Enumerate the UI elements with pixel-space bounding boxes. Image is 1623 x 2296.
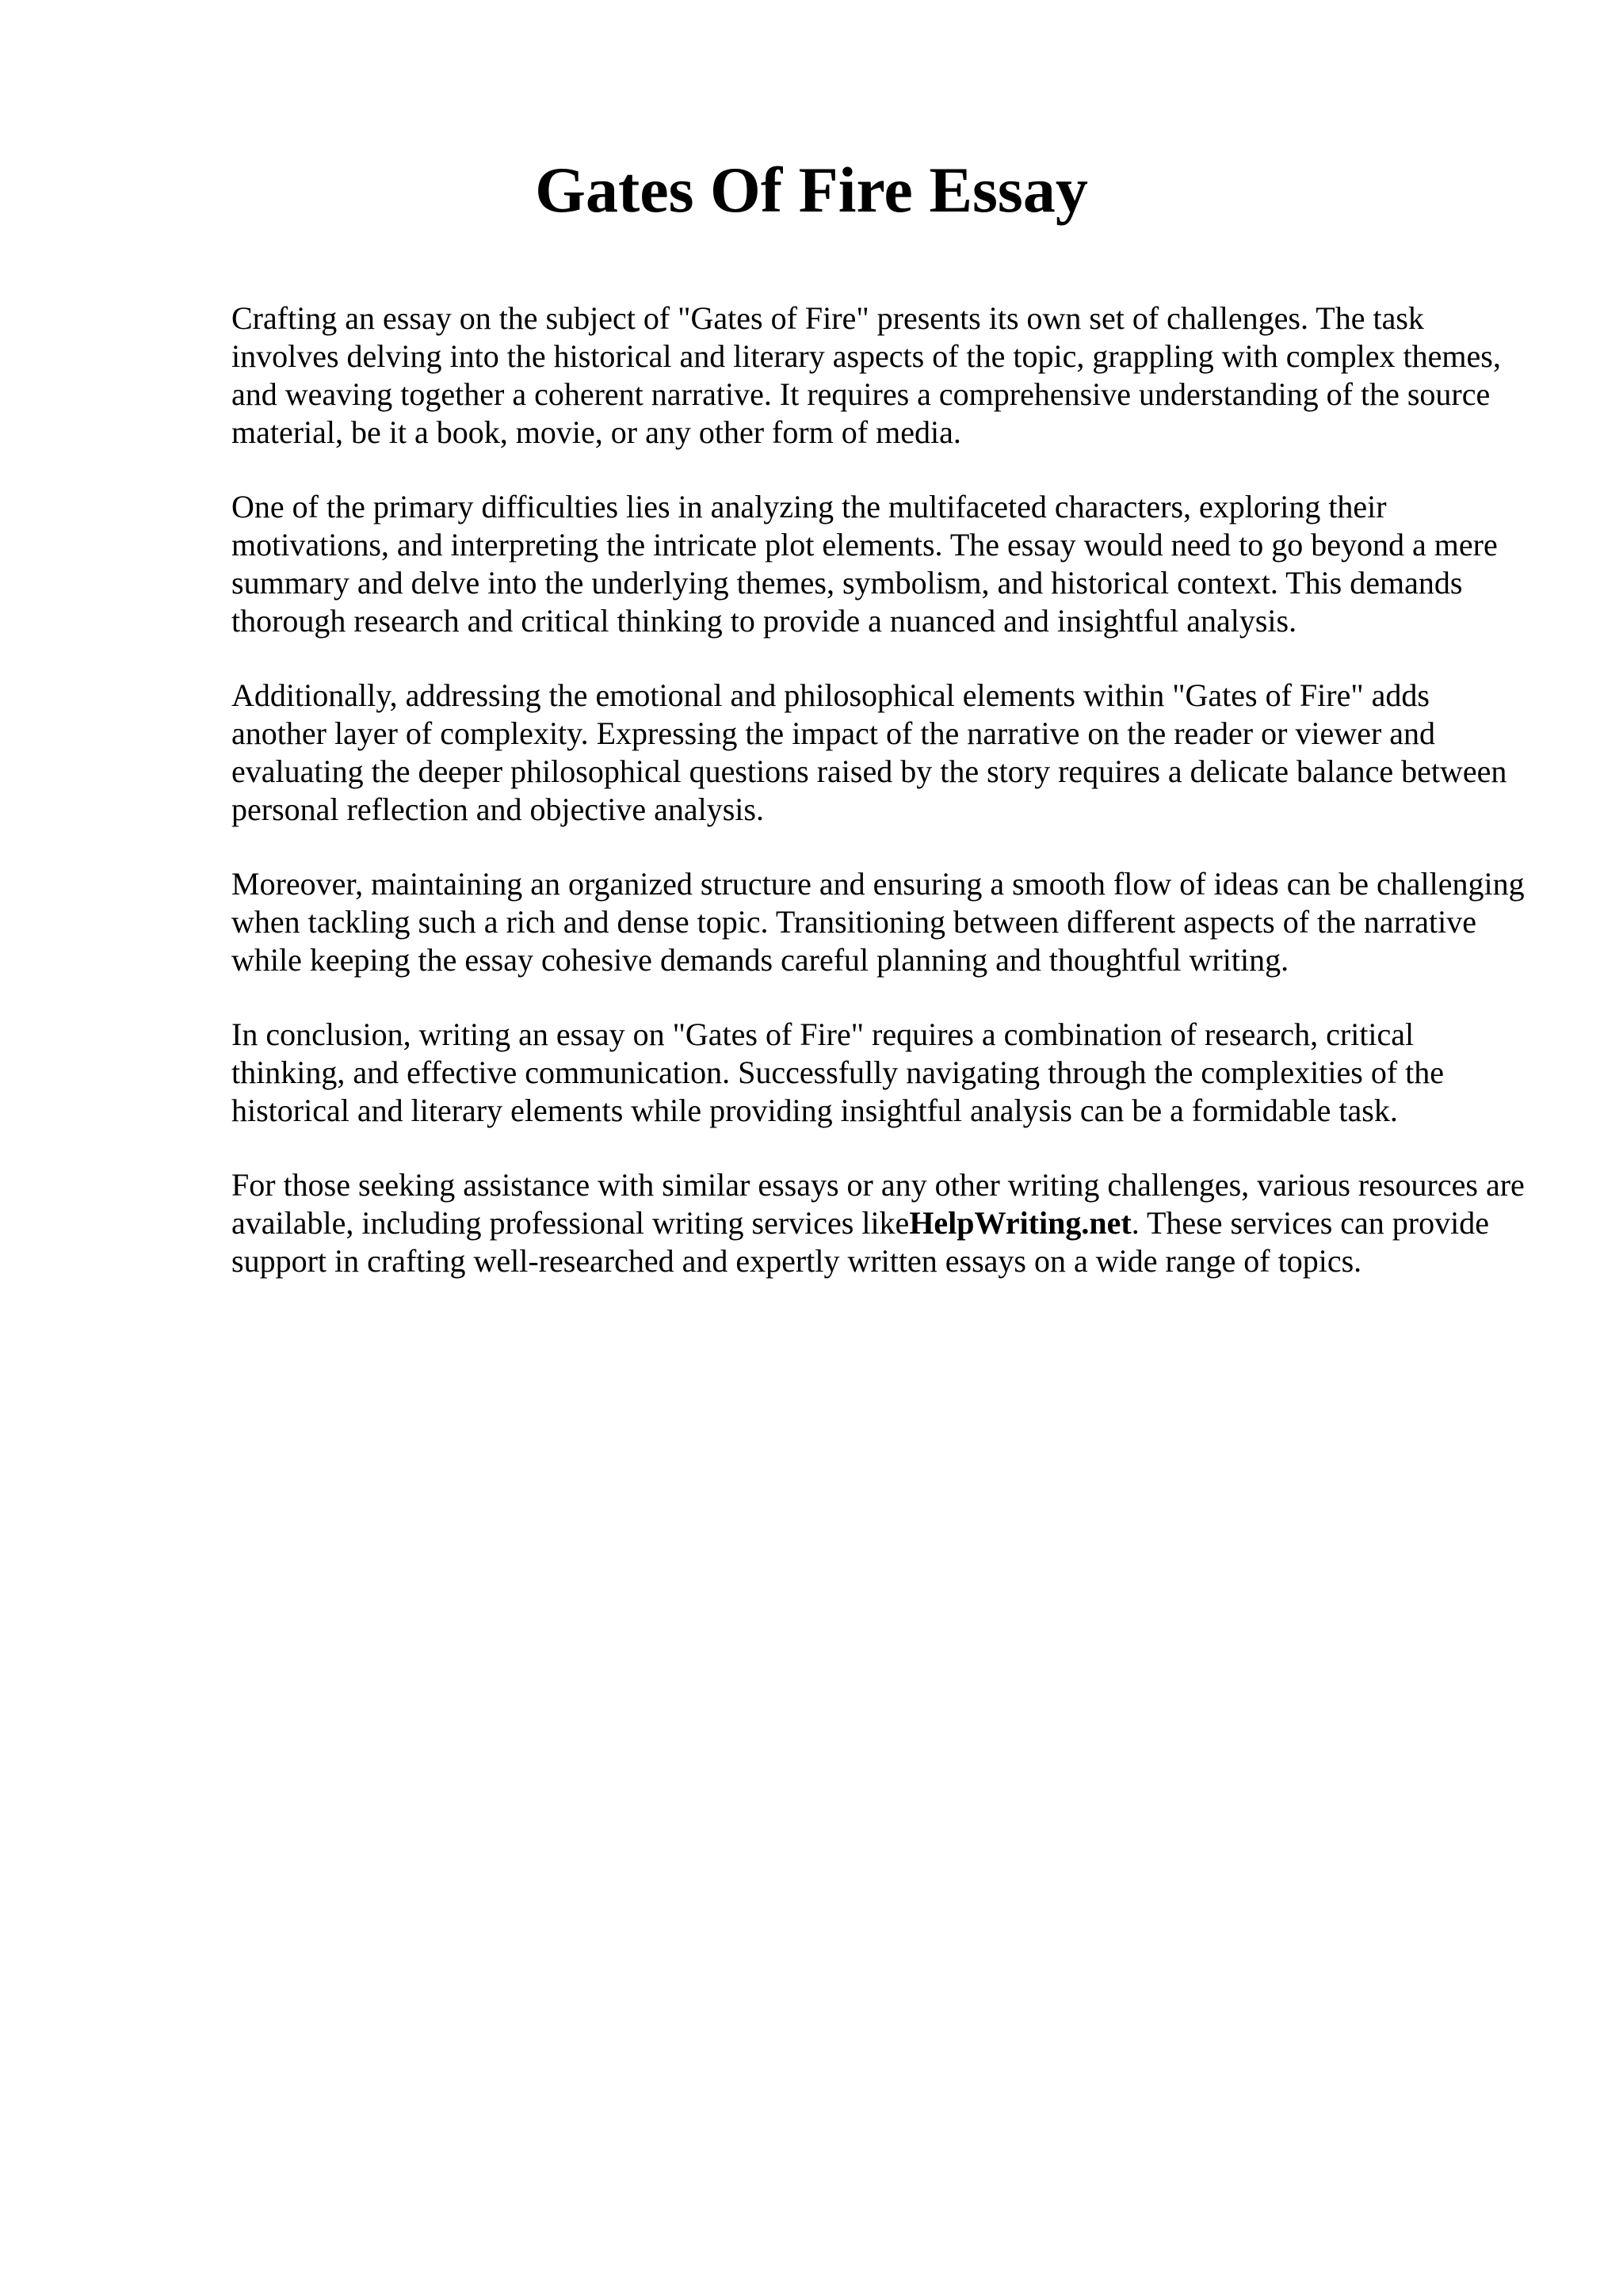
paragraph-1: Crafting an essay on the subject of "Gates of Fire" presents its own set of challenges. The task involves delving into the historical and literary aspects of the topic, grappling with complex themes, and weaving together a coherent narrative. It requires a comprehensive understanding of the source material, be it a book, movie, or any other form of media. <box>231 300 1501 450</box>
closing-text-before: For those seeking assistance with similar essays or any other writing challenges, various resources are available, including professional writing services like <box>231 1167 1525 1241</box>
closing-paragraph <box>231 1166 1531 1280</box>
page-title: Gates Of Fire Essay <box>535 154 1088 226</box>
brand-link[interactable]: HelpWriting.net <box>909 1205 1132 1241</box>
paragraph-5: In conclusion, writing an essay on "Gates of Fire" requires a combination of research, critical thinking, and effective communication. Successfully navigating through the complexities of the historical and literary elements while providing insightful analysis can be a formidable task. <box>231 1016 1444 1128</box>
essay-body <box>231 299 1531 1317</box>
closing-text-after: . These services can provide support in crafting well-researched and expertly written essays on a wide range of topics. <box>231 1205 1489 1279</box>
paragraph-2: One of the primary difficulties lies in analyzing the multifaceted characters, exploring their motivations, and interpreting the intricate plot elements. The essay would need to go beyond a mere summary and delve into the underlying themes, symbolism, and historical context. This demands thorough research and critical thinking to provide a nuanced and insightful analysis. <box>231 489 1498 639</box>
paragraph-3: Additionally, addressing the emotional and philosophical elements within "Gates of Fire" adds another layer of complexity. Expressing the impact of the narrative on the reader or viewer and evaluating the deeper philosophical questions raised by the story requires a delicate balance between personal reflection and objective analysis. <box>231 677 1507 827</box>
paragraph-4: Moreover, maintaining an organized structure and ensuring a smooth flow of ideas can be challenging when tackling such a rich and dense topic. Transitioning between different aspects of the narrative while keeping the essay cohesive demands careful planning and thoughtful writing. <box>231 866 1525 978</box>
